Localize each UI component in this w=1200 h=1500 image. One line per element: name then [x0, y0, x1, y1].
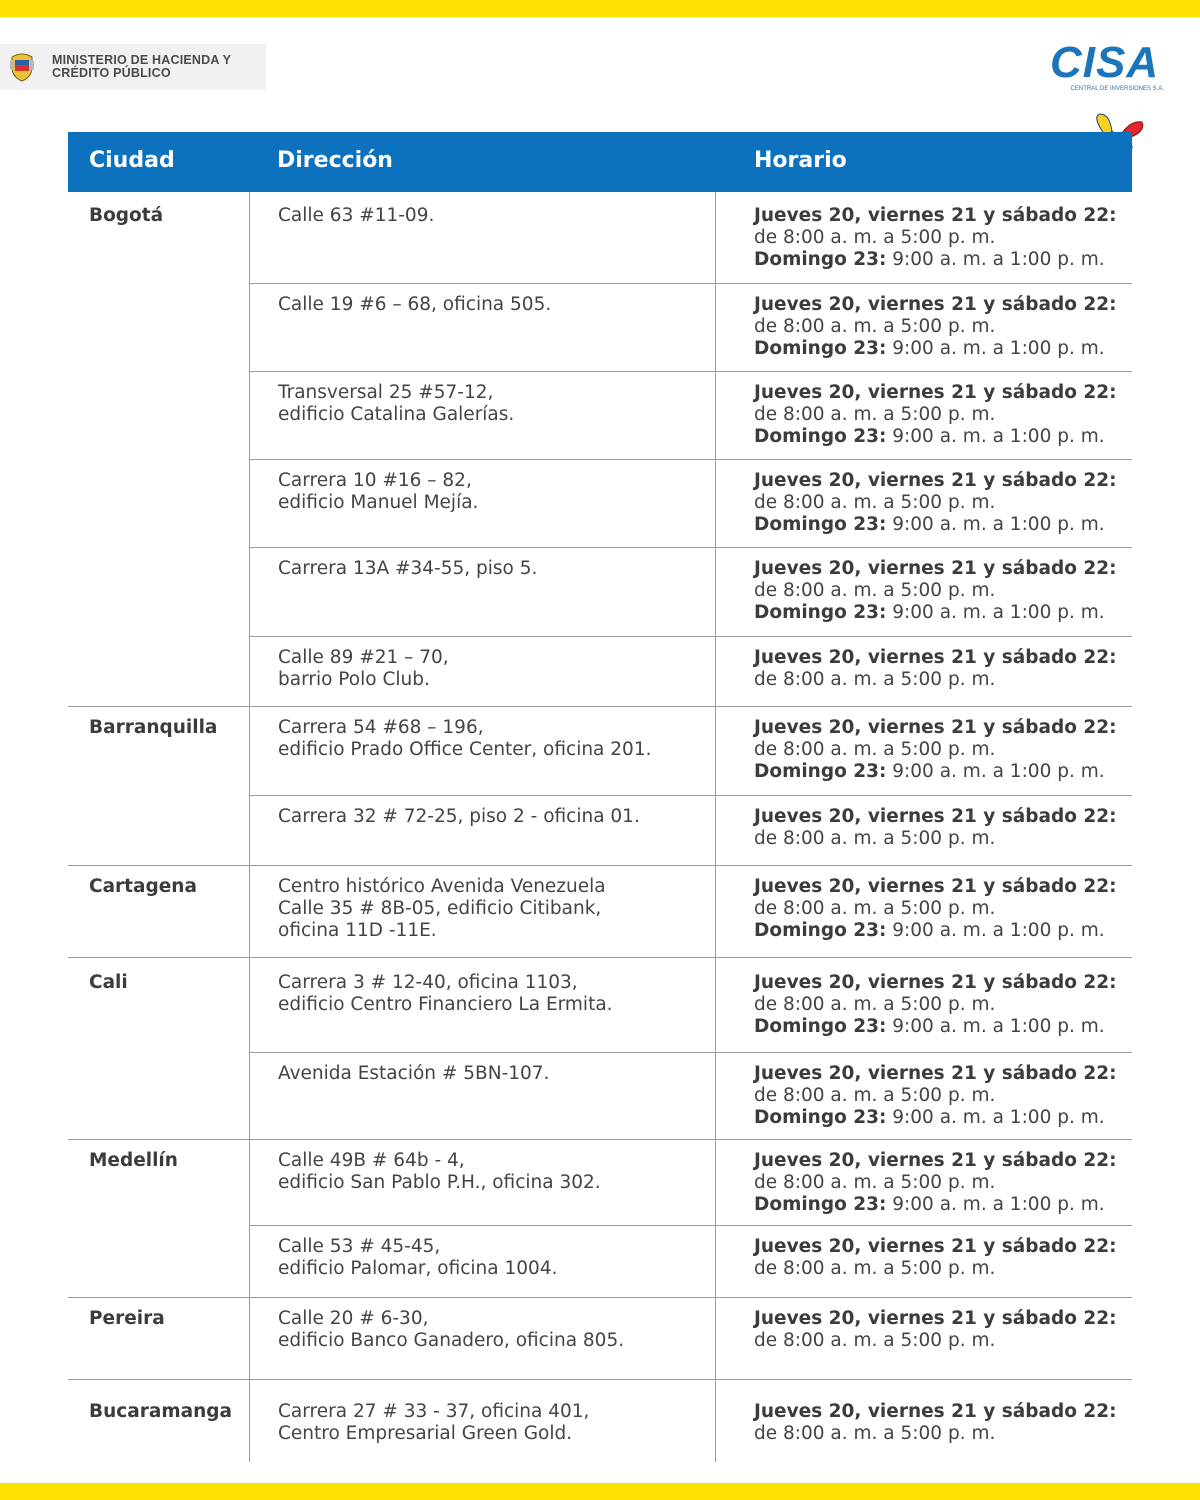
sunday-schedule	[754, 249, 1132, 271]
city-cell: Bogotá	[89, 205, 164, 226]
address-cell	[249, 637, 716, 707]
weekdays-label: Jueves 20, viernes 21 y sábado 22:	[754, 647, 1117, 668]
weekdays-label: Jueves 20, viernes 21 y sábado 22:	[754, 876, 1117, 897]
address-line: barrio Polo Club.	[278, 669, 430, 690]
sunday-schedule	[754, 602, 1132, 624]
address-line: edificio San Pablo P.H., oficina 302.	[278, 1172, 601, 1193]
city-cell	[68, 1053, 248, 1063]
address-cell	[249, 1053, 716, 1140]
ministry-logo	[0, 44, 266, 90]
address-line: Calle 53 # 45-45,	[278, 1236, 441, 1257]
sunday-label: Domingo 23:	[754, 514, 887, 535]
sunday-label: Domingo 23:	[754, 1194, 887, 1215]
city-cell	[68, 460, 248, 470]
address-cell	[249, 548, 716, 637]
address-line: Carrera 3 # 12-40, oficina 1103,	[278, 972, 578, 993]
address-line: Avenida Estación # 5BN-107.	[278, 1063, 550, 1084]
sunday-hours: 9:00 a. m. a 1:00 p. m.	[886, 602, 1105, 623]
weekdays-label: Jueves 20, viernes 21 y sábado 22:	[754, 972, 1117, 993]
column-header-city: Ciudad	[89, 148, 175, 173]
table-row	[68, 372, 1132, 460]
weekdays-label: Jueves 20, viernes 21 y sábado 22:	[754, 205, 1117, 226]
cisa-logo-subtext: CENTRAL DE INVERSIONES S.A.	[1070, 86, 1164, 92]
city-cell	[68, 548, 248, 558]
address-line: edificio Palomar, oficina 1004.	[278, 1258, 558, 1279]
weekdays-label: Jueves 20, viernes 21 y sábado 22:	[754, 382, 1117, 403]
table-row	[68, 284, 1132, 372]
sunday-schedule	[754, 1194, 1132, 1216]
address-cell	[249, 460, 716, 548]
table-row	[68, 460, 1132, 548]
weekdays-hours: de 8:00 a. m. a 5:00 p. m.	[754, 404, 996, 425]
sunday-hours: 9:00 a. m. a 1:00 p. m.	[886, 761, 1105, 782]
schedule-cell	[716, 192, 1132, 271]
weekdays-hours: de 8:00 a. m. a 5:00 p. m.	[754, 1085, 996, 1106]
sunday-hours: 9:00 a. m. a 1:00 p. m.	[886, 249, 1105, 270]
weekdays-hours: de 8:00 a. m. a 5:00 p. m.	[754, 492, 996, 513]
schedule-cell	[716, 284, 1132, 360]
sunday-hours: 9:00 a. m. a 1:00 p. m.	[886, 426, 1105, 447]
weekdays-hours: de 8:00 a. m. a 5:00 p. m.	[754, 1423, 996, 1444]
weekdays-hours: de 8:00 a. m. a 5:00 p. m.	[754, 580, 996, 601]
address-line: Carrera 10 #16 – 82,	[278, 470, 472, 491]
weekdays-hours: de 8:00 a. m. a 5:00 p. m.	[754, 898, 996, 919]
sunday-label: Domingo 23:	[754, 1016, 887, 1037]
table-row	[68, 866, 1132, 958]
sunday-schedule	[754, 761, 1132, 783]
table-row	[68, 192, 1132, 284]
schedule-cell	[716, 866, 1132, 942]
address-line: edificio Banco Ganadero, oficina 805.	[278, 1330, 625, 1351]
city-cell: Barranquilla	[89, 717, 218, 738]
weekdays-label: Jueves 20, viernes 21 y sábado 22:	[754, 1236, 1117, 1257]
address-cell	[249, 1380, 716, 1462]
weekdays-hours: de 8:00 a. m. a 5:00 p. m.	[754, 227, 996, 248]
table-row	[68, 1298, 1132, 1380]
city-cell	[68, 796, 248, 806]
address-line: Calle 35 # 8B-05, edificio Citibank,	[278, 898, 602, 919]
address-line: Calle 63 #11-09.	[278, 205, 435, 226]
weekdays-label: Jueves 20, viernes 21 y sábado 22:	[754, 1308, 1117, 1329]
table-row	[68, 548, 1132, 637]
sunday-label: Domingo 23:	[754, 426, 887, 447]
sunday-schedule	[754, 426, 1132, 448]
weekdays-label: Jueves 20, viernes 21 y sábado 22:	[754, 717, 1117, 738]
weekdays-hours: de 8:00 a. m. a 5:00 p. m.	[754, 994, 996, 1015]
sunday-hours: 9:00 a. m. a 1:00 p. m.	[886, 1016, 1105, 1037]
weekdays-hours: de 8:00 a. m. a 5:00 p. m.	[754, 828, 996, 849]
column-header-address: Dirección	[277, 148, 393, 173]
city-cell: Pereira	[89, 1308, 165, 1329]
table-row	[68, 1380, 1132, 1462]
city-cell	[68, 284, 248, 294]
address-cell	[249, 796, 716, 866]
weekdays-label: Jueves 20, viernes 21 y sábado 22:	[754, 294, 1117, 315]
table-row	[68, 1226, 1132, 1298]
address-line: Carrera 54 #68 – 196,	[278, 717, 484, 738]
city-cell	[68, 1226, 248, 1236]
schedule-cell	[716, 548, 1132, 624]
city-cell	[68, 372, 248, 382]
weekdays-hours: de 8:00 a. m. a 5:00 p. m.	[754, 1330, 996, 1351]
weekdays-label: Jueves 20, viernes 21 y sábado 22:	[754, 1401, 1117, 1422]
address-line: Centro histórico Avenida Venezuela	[278, 876, 606, 897]
address-line: Carrera 27 # 33 - 37, oficina 401,	[278, 1401, 590, 1422]
sunday-schedule	[754, 1016, 1132, 1038]
address-cell	[249, 958, 716, 1053]
table-row	[68, 1140, 1132, 1226]
schedule-cell	[716, 796, 1132, 850]
weekdays-hours: de 8:00 a. m. a 5:00 p. m.	[754, 739, 996, 760]
table-body	[68, 192, 1132, 1462]
cisa-logo-text: CISA	[1050, 38, 1160, 87]
sunday-label: Domingo 23:	[754, 249, 887, 270]
address-line: oficina 11D -11E.	[278, 920, 437, 941]
address-line: edificio Centro Financiero La Ermita.	[278, 994, 613, 1015]
address-cell	[249, 284, 716, 372]
address-cell	[249, 372, 716, 460]
sunday-schedule	[754, 920, 1132, 942]
address-cell	[249, 707, 716, 796]
sunday-label: Domingo 23:	[754, 761, 887, 782]
address-line: Carrera 32 # 72-25, piso 2 - oficina 01.	[278, 806, 640, 827]
sunday-hours: 9:00 a. m. a 1:00 p. m.	[886, 514, 1105, 535]
address-line: edificio Manuel Mejía.	[278, 492, 479, 513]
address-line: Calle 49B # 64b - 4,	[278, 1150, 465, 1171]
schedule-cell	[716, 1380, 1132, 1445]
weekdays-hours: de 8:00 a. m. a 5:00 p. m.	[754, 316, 996, 337]
sunday-hours: 9:00 a. m. a 1:00 p. m.	[886, 338, 1105, 359]
table-row	[68, 958, 1132, 1053]
weekdays-label: Jueves 20, viernes 21 y sábado 22:	[754, 806, 1117, 827]
address-line: Transversal 25 #57-12,	[278, 382, 494, 403]
bottom-stripe	[0, 1483, 1200, 1500]
address-cell	[249, 1226, 716, 1298]
address-line: Calle 19 #6 – 68, oficina 505.	[278, 294, 552, 315]
weekdays-label: Jueves 20, viernes 21 y sábado 22:	[754, 1063, 1117, 1084]
city-cell	[68, 637, 248, 647]
sunday-schedule	[754, 514, 1132, 536]
address-cell	[249, 192, 716, 284]
address-line: Calle 89 #21 – 70,	[278, 647, 449, 668]
address-line: Carrera 13A #34-55, piso 5.	[278, 558, 538, 579]
ministry-name	[44, 54, 231, 80]
city-cell: Cartagena	[89, 876, 197, 897]
cisa-logo	[1050, 40, 1170, 102]
sunday-label: Domingo 23:	[754, 602, 887, 623]
address-line: edificio Catalina Galerías.	[278, 404, 515, 425]
table-row	[68, 1053, 1132, 1140]
schedule-cell	[716, 1053, 1132, 1129]
weekdays-hours: de 8:00 a. m. a 5:00 p. m.	[754, 1258, 996, 1279]
city-cell: Cali	[89, 972, 128, 993]
coat-of-arms-icon	[0, 44, 44, 90]
schedule-cell	[716, 1140, 1132, 1216]
sunday-hours: 9:00 a. m. a 1:00 p. m.	[886, 1194, 1105, 1215]
sunday-schedule	[754, 1107, 1132, 1129]
weekdays-hours: de 8:00 a. m. a 5:00 p. m.	[754, 669, 996, 690]
city-cell: Medellín	[89, 1150, 178, 1171]
weekdays-label: Jueves 20, viernes 21 y sábado 22:	[754, 1150, 1117, 1171]
schedule-cell	[716, 707, 1132, 783]
address-cell	[249, 1140, 716, 1226]
weekdays-hours: de 8:00 a. m. a 5:00 p. m.	[754, 1172, 996, 1193]
sunday-hours: 9:00 a. m. a 1:00 p. m.	[886, 920, 1105, 941]
address-line: edificio Prado Office Center, oficina 201.	[278, 739, 652, 760]
table-row	[68, 707, 1132, 796]
top-stripe	[0, 0, 1200, 17]
schedule-cell	[716, 372, 1132, 448]
address-line: Calle 20 # 6-30,	[278, 1308, 429, 1329]
schedule-cell	[716, 958, 1132, 1038]
column-header-schedule: Horario	[754, 148, 847, 173]
sunday-schedule	[754, 338, 1132, 360]
sunday-label: Domingo 23:	[754, 338, 887, 359]
city-cell: Bucaramanga	[89, 1401, 232, 1422]
table-row	[68, 796, 1132, 866]
schedule-cell	[716, 637, 1132, 691]
address-cell	[249, 1298, 716, 1380]
table-header	[68, 132, 1132, 192]
weekdays-label: Jueves 20, viernes 21 y sábado 22:	[754, 558, 1117, 579]
ministry-line2: CRÉDITO PÚBLICO	[52, 66, 171, 80]
schedule-cell	[716, 1226, 1132, 1280]
address-cell	[249, 866, 716, 958]
sunday-label: Domingo 23:	[754, 1107, 887, 1128]
schedule-cell	[716, 1298, 1132, 1352]
schedule-cell	[716, 460, 1132, 536]
sunday-label: Domingo 23:	[754, 920, 887, 941]
weekdays-label: Jueves 20, viernes 21 y sábado 22:	[754, 470, 1117, 491]
address-line: Centro Empresarial Green Gold.	[278, 1423, 573, 1444]
sunday-hours: 9:00 a. m. a 1:00 p. m.	[886, 1107, 1105, 1128]
ministry-line1: MINISTERIO DE HACIENDA Y	[52, 53, 232, 67]
table-row	[68, 637, 1132, 707]
